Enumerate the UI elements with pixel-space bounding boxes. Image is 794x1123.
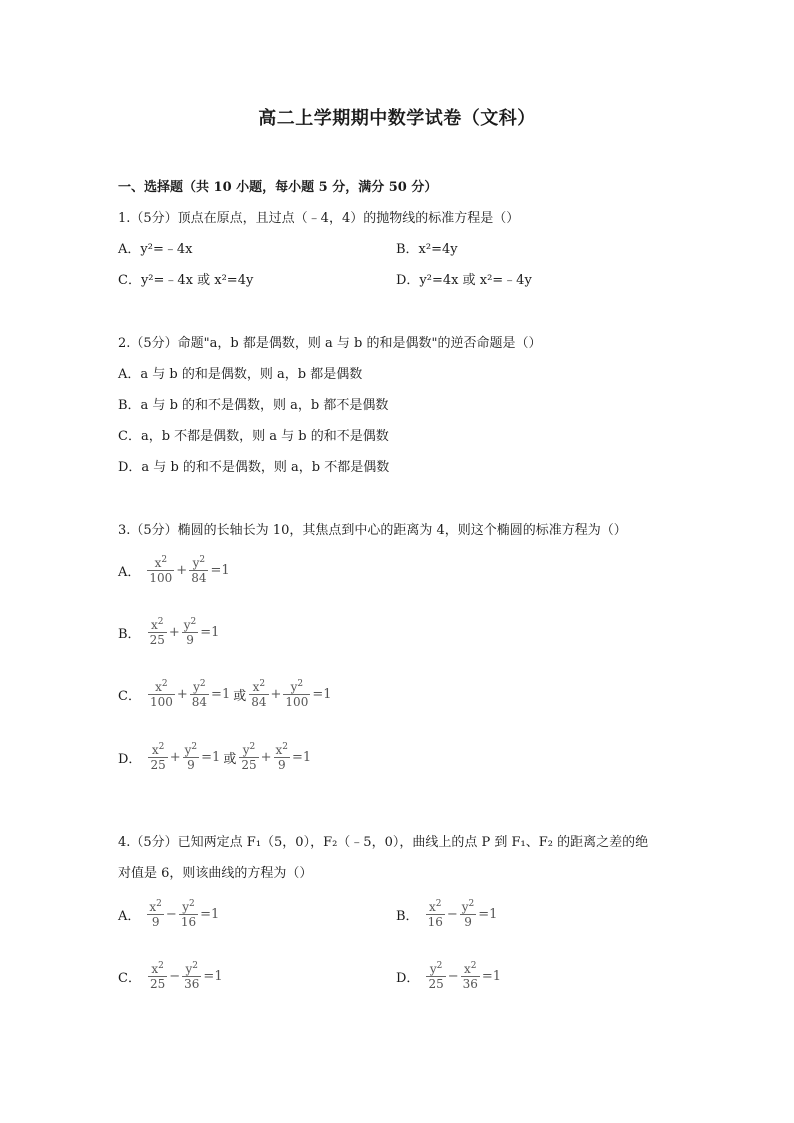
q3-option-d: D． $\frac{x^2}{25}$ + $\frac{y^2}{9}$ =1 或 $\frac{y^2}{25}$ + $\frac{x^2}{9}$ =1 [118, 742, 312, 772]
q3-option-c: C． $\frac{x^2}{100}$ + $\frac{y^2}{84}$ =1 或 $\frac{x^2}{84}$ + $\frac{y^2}{100}$ =1 [118, 679, 332, 709]
q4-option-a: A． $\frac{x^2}{9}$ − $\frac{y^2}{16}$ =1 [118, 899, 220, 929]
section-heading: 一、选择题（共 10 小题，每小题 5 分，满分 50 分） [118, 180, 438, 195]
question-4-stem-line2: 对值是 6，则该曲线的方程为（） [118, 866, 313, 881]
fraction: $\frac{x^2}{100}$ [149, 679, 173, 709]
fraction: $\frac{y^2}{16}$ [180, 899, 197, 929]
option-label: D． [118, 752, 142, 767]
q1-option-d: D．y²=4x 或 x²=﹣4y [396, 273, 532, 288]
option-label: A． [118, 909, 141, 924]
fraction: $\frac{y^2}{25}$ [428, 961, 444, 991]
option-label: D． [396, 971, 420, 986]
option-label: C． [118, 971, 141, 986]
fraction: $\frac{x^2}{100}$ [149, 555, 173, 585]
q2-option-a: A．a 与 b 的和是偶数，则 a，b 都是偶数 [118, 367, 363, 382]
option-label: C． [118, 689, 141, 704]
page-title: 高二上学期期中数学试卷（文科） [258, 108, 536, 129]
fraction: $\frac{x^2}{9}$ [275, 742, 289, 772]
q1-option-c: C．y²=﹣4x 或 x²=4y [118, 273, 254, 288]
q3-option-a: A． $\frac{x^2}{100}$ + $\frac{y^2}{84}$ =1 [118, 555, 230, 585]
fraction: $\frac{y^2}{100}$ [285, 679, 309, 709]
fraction: $\frac{y^2}{84}$ [191, 679, 208, 709]
fraction: $\frac{y^2}{25}$ [241, 742, 257, 772]
fraction: $\frac{x^2}{25}$ [149, 617, 165, 647]
fraction: $\frac{x^2}{36}$ [462, 961, 478, 991]
q2-option-c: C．a，b 不都是偶数，则 a 与 b 的和不是偶数 [118, 429, 389, 444]
q4-option-d: D． $\frac{y^2}{25}$ − $\frac{x^2}{36}$ =1 [396, 961, 502, 991]
q4-option-c: C． $\frac{x^2}{25}$ − $\frac{y^2}{36}$ =1 [118, 961, 223, 991]
q2-option-b: B．a 与 b 的和不是偶数，则 a，b 都不是偶数 [118, 398, 389, 413]
q1-option-b: B．x²=4y [396, 242, 458, 257]
fraction: $\frac{x^2}{16}$ [427, 899, 443, 929]
fraction: $\frac{x^2}{25}$ [150, 742, 166, 772]
question-4-stem-line1: 4.（5分）已知两定点 F₁（5，0），F₂（﹣5，0），曲线上的点 P 到 F₁、F₂ 的距离之差的绝 [118, 835, 649, 850]
question-2-stem: 2.（5分）命题"a，b 都是偶数，则 a 与 b 的和是偶数"的逆否命题是（） [118, 336, 542, 351]
q4-option-b: B． $\frac{x^2}{16}$ − $\frac{y^2}{9}$ =1 [396, 899, 498, 929]
option-label: A． [118, 565, 141, 580]
q3-option-b: B． $\frac{x^2}{25}$ + $\frac{y^2}{9}$ =1 [118, 617, 220, 647]
fraction: $\frac{y^2}{36}$ [184, 961, 200, 991]
fraction: $\frac{x^2}{9}$ [149, 899, 162, 929]
fraction: $\frac{y^2}{9}$ [183, 617, 197, 647]
question-3-stem: 3.（5分）椭圆的长轴长为 10，其焦点到中心的距离为 4，则这个椭圆的标准方程为（） [118, 523, 627, 538]
fraction: $\frac{y^2}{84}$ [191, 555, 207, 585]
fraction: $\frac{y^2}{9}$ [184, 742, 198, 772]
q1-option-a: A．y²=﹣4x [118, 242, 193, 257]
fraction: $\frac{x^2}{84}$ [251, 679, 267, 709]
question-1-stem: 1.（5分）顶点在原点，且过点（﹣4，4）的抛物线的标准方程是（） [118, 211, 520, 226]
fraction: $\frac{y^2}{9}$ [461, 899, 475, 929]
option-label: B． [118, 627, 141, 642]
q2-option-d: D．a 与 b 的和不是偶数，则 a，b 不都是偶数 [118, 460, 390, 475]
option-label: B． [396, 909, 419, 924]
fraction: $\frac{x^2}{25}$ [149, 961, 166, 991]
